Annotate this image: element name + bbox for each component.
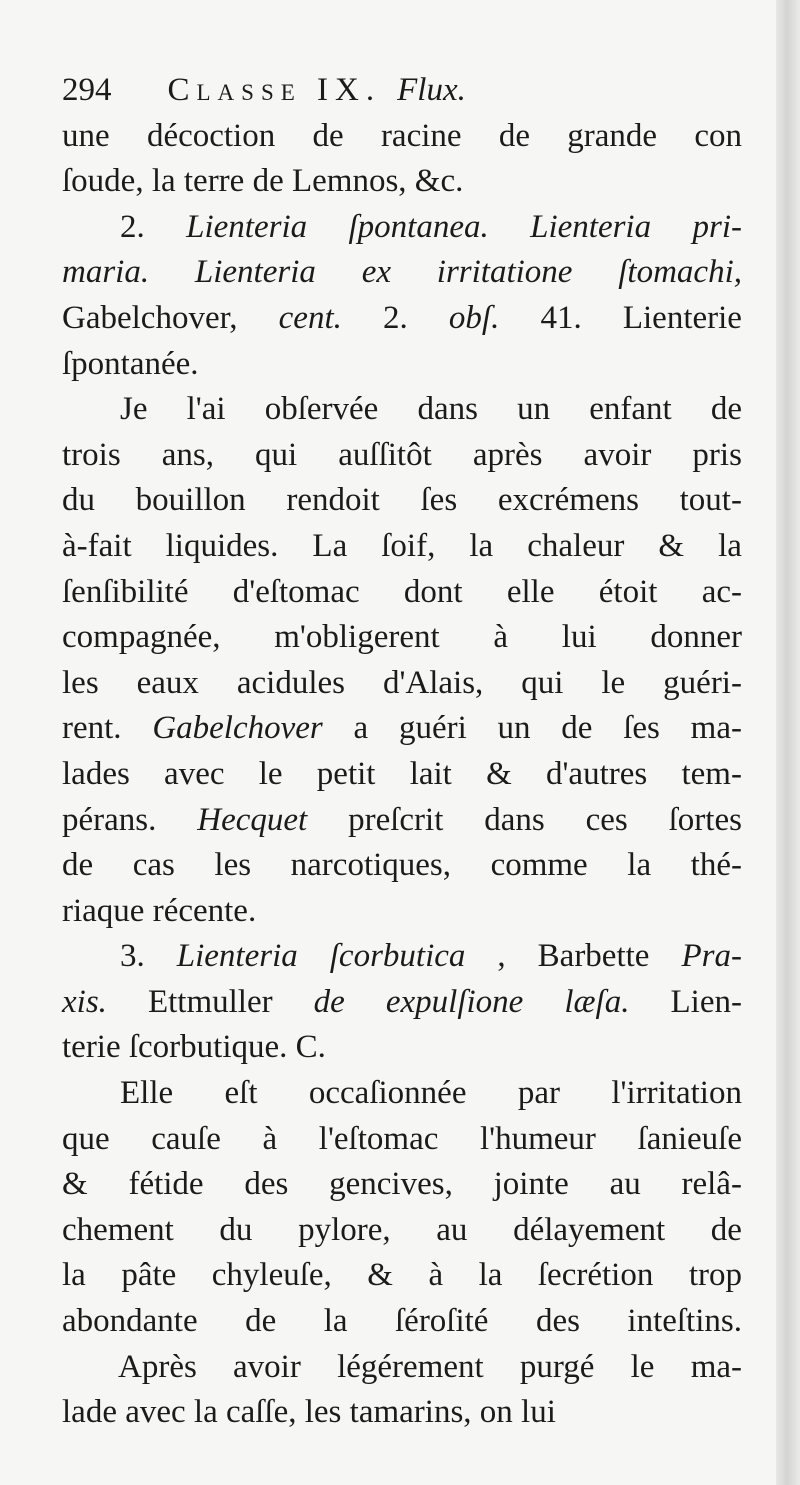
word: étoit [598,573,658,610]
word: les [214,847,252,884]
word: lades [62,755,130,792]
word: occaſionnée [308,1075,467,1112]
word: avec [164,755,225,792]
body-text [62,114,742,1436]
word: pylore, [298,1211,391,1248]
text-line [62,159,742,205]
word: ſcorbutica [329,938,466,975]
word: eſt [224,1075,258,1112]
text-line [62,934,742,980]
word: au [436,1211,468,1248]
text-line [62,250,742,296]
text-line [62,889,742,935]
word: d'autres [545,755,648,792]
word: Après [118,1348,197,1385]
word: de [498,117,530,154]
word: trop [688,1257,742,1294]
word: un [497,710,531,747]
text-line [62,570,742,616]
word: auſſitôt [338,436,432,473]
word: l'irritation [611,1075,742,1112]
word: ſecrétion [537,1257,654,1294]
word: & [486,755,512,792]
word: guéri- [663,664,742,701]
word: les [62,664,99,701]
word: Lienteria [530,208,652,245]
word: cauſe [151,1120,221,1157]
word: ſoif, [381,527,436,564]
word: læſa. [564,983,630,1020]
word: à [493,619,509,656]
word: fétide [128,1166,204,1203]
word: racine [380,117,462,154]
word: cas [132,847,175,884]
word: la [469,527,494,564]
word: chement [62,1211,174,1248]
word: dans [484,801,545,838]
word: petit [316,755,376,792]
word: du [219,1211,253,1248]
word: 2. [120,208,145,245]
word: eaux [136,664,199,701]
text-line [62,1345,742,1391]
word: le [258,755,283,792]
word: ſpontanea. [348,208,489,245]
word: de [313,983,345,1020]
text-segment: terie ſcorbutique. C. [62,1029,326,1066]
word: expulſione [385,983,524,1020]
word: de [561,710,593,747]
text-line [62,706,742,752]
word: qui [521,664,564,701]
text-line [62,205,742,251]
word: irritatione [436,254,573,291]
word: Pra- [681,938,742,975]
word: ces [585,801,628,838]
text-line [62,752,742,798]
word: trois [62,436,121,473]
word: Lienterie [622,299,742,336]
text-line [62,1299,742,1345]
text-line [62,1253,742,1299]
text-line [62,387,742,433]
word: de [312,117,344,154]
word: l'humeur [479,1120,596,1157]
text-line [62,1208,742,1254]
word: lait [409,755,452,792]
word: dans [417,391,478,428]
word: ma- [690,1348,742,1385]
word: ſtomachi, [618,254,742,291]
word: par [517,1075,560,1112]
word: ſéroſité [395,1303,489,1340]
text-segment: riaque récente. [62,892,257,929]
word: cent. [278,299,342,336]
word: abondante [62,1303,198,1340]
word: guéri [398,710,467,747]
word: la [62,1257,86,1294]
word: excrémens [497,482,639,519]
text-line [62,342,742,388]
word: tout- [679,482,742,519]
word: tem- [681,755,742,792]
word: obſervée [264,391,379,428]
word: preſcrit [348,801,444,838]
word: jointe [493,1166,569,1203]
word: rendoit [286,482,380,519]
text-line [62,661,742,707]
word: pris [692,436,742,473]
word: lui [561,619,597,656]
word: un [517,391,551,428]
word: ſenſibilité [62,573,189,610]
word: de [710,1211,742,1248]
word: décoction [146,117,276,154]
word: 2. [383,299,408,336]
word: m'obligerent [274,619,440,656]
word: ma- [690,710,742,747]
text-segment: ſpontanée. [62,345,199,382]
word: ſes [420,482,458,519]
text-segment: lade avec la caſſe, les tamarins, on lui [62,1394,556,1431]
word: 41. [540,299,582,336]
word: Ettmuller [147,983,273,1020]
word: après [472,436,543,473]
word: l'eſtomac [318,1120,439,1157]
word: & [367,1257,393,1294]
word: d'eſtomac [232,573,360,610]
word: La [312,527,348,564]
word: que [62,1120,110,1157]
text-line [62,1071,742,1117]
word: Je [120,391,148,428]
word: Lienteria [194,254,316,291]
running-header [62,68,742,114]
word: liquides. [165,527,279,564]
word: une [62,117,110,154]
word: Elle [120,1075,174,1112]
word: ſanieuſe [637,1120,742,1157]
word: Lienteria [176,938,298,975]
word: Hecquet [197,801,308,838]
word: rent. [62,710,122,747]
word: pri- [692,208,742,245]
text-line [62,114,742,160]
word: avoir [233,1348,301,1385]
word: Lien- [670,983,742,1020]
word: de [245,1303,277,1340]
page-edge-shadow [776,0,800,1485]
word: d'Alais, [382,664,484,701]
text-line [62,296,742,342]
word: Gabelchover, [62,299,238,336]
word: ſes [623,710,660,747]
word: à [428,1257,444,1294]
word: Barbette [537,938,650,975]
page-number: 294 [62,72,112,108]
word: l'ai [186,391,226,428]
word: donner [650,619,742,656]
word: narcotiques, [290,847,452,884]
word: ſortes [668,801,742,838]
word: de [710,391,742,428]
text-segment: ſoude, la terre de Lemnos, &c. [62,163,464,200]
word: inteſtins. [627,1303,742,1340]
word: compagnée, [62,619,221,656]
section-heading: Flux. [397,72,466,108]
word: de [62,847,94,884]
word: comme [490,847,588,884]
word: xis. [62,983,107,1020]
word: Gabelchover [152,710,323,747]
word: des [244,1166,289,1203]
word: des [535,1303,580,1340]
word: au [609,1166,641,1203]
class-heading: Classe IX. [167,72,382,108]
word: pâte [121,1257,177,1294]
word: chaleur [527,527,625,564]
word: , [497,938,506,975]
word: con [694,117,742,154]
text-line [62,1162,742,1208]
word: ex [361,254,391,291]
word: enfant [589,391,672,428]
word: chyleuſe, [211,1257,332,1294]
word: pérans. [62,801,157,838]
word: du [62,482,95,519]
page-text [62,68,742,1436]
word: purgé [519,1348,595,1385]
word: thé- [690,847,742,884]
word: relâ- [681,1166,742,1203]
text-line [62,1117,742,1163]
word: 3. [120,938,145,975]
text-line [62,524,742,570]
word: avoir [583,436,652,473]
word: délayement [513,1211,666,1248]
word: ac- [701,573,742,610]
word: a [353,710,369,747]
word: bouillon [135,482,246,519]
word: Lienteria [186,208,308,245]
word: légérement [337,1348,484,1385]
word: à-fait [62,527,132,564]
word: la [627,847,652,884]
word: dont [403,573,463,610]
word: obſ. [448,299,500,336]
text-line [62,478,742,524]
word: le [630,1348,655,1385]
word: gencives, [329,1166,453,1203]
word: & [658,527,685,564]
word: grande [567,117,658,154]
text-line [62,980,742,1026]
text-line [62,843,742,889]
text-line [62,1390,742,1436]
text-line [62,1025,742,1071]
word: elle [506,573,555,610]
word: le [601,664,626,701]
word: à [262,1120,278,1157]
word: la [718,527,742,564]
word: acidules [236,664,345,701]
word: la [323,1303,348,1340]
text-line [62,615,742,661]
text-line [62,433,742,479]
word: la [478,1257,503,1294]
word: ans, [161,436,214,473]
word: qui [255,436,298,473]
word: maria. [62,254,150,291]
text-line [62,798,742,844]
word: & [62,1166,88,1203]
